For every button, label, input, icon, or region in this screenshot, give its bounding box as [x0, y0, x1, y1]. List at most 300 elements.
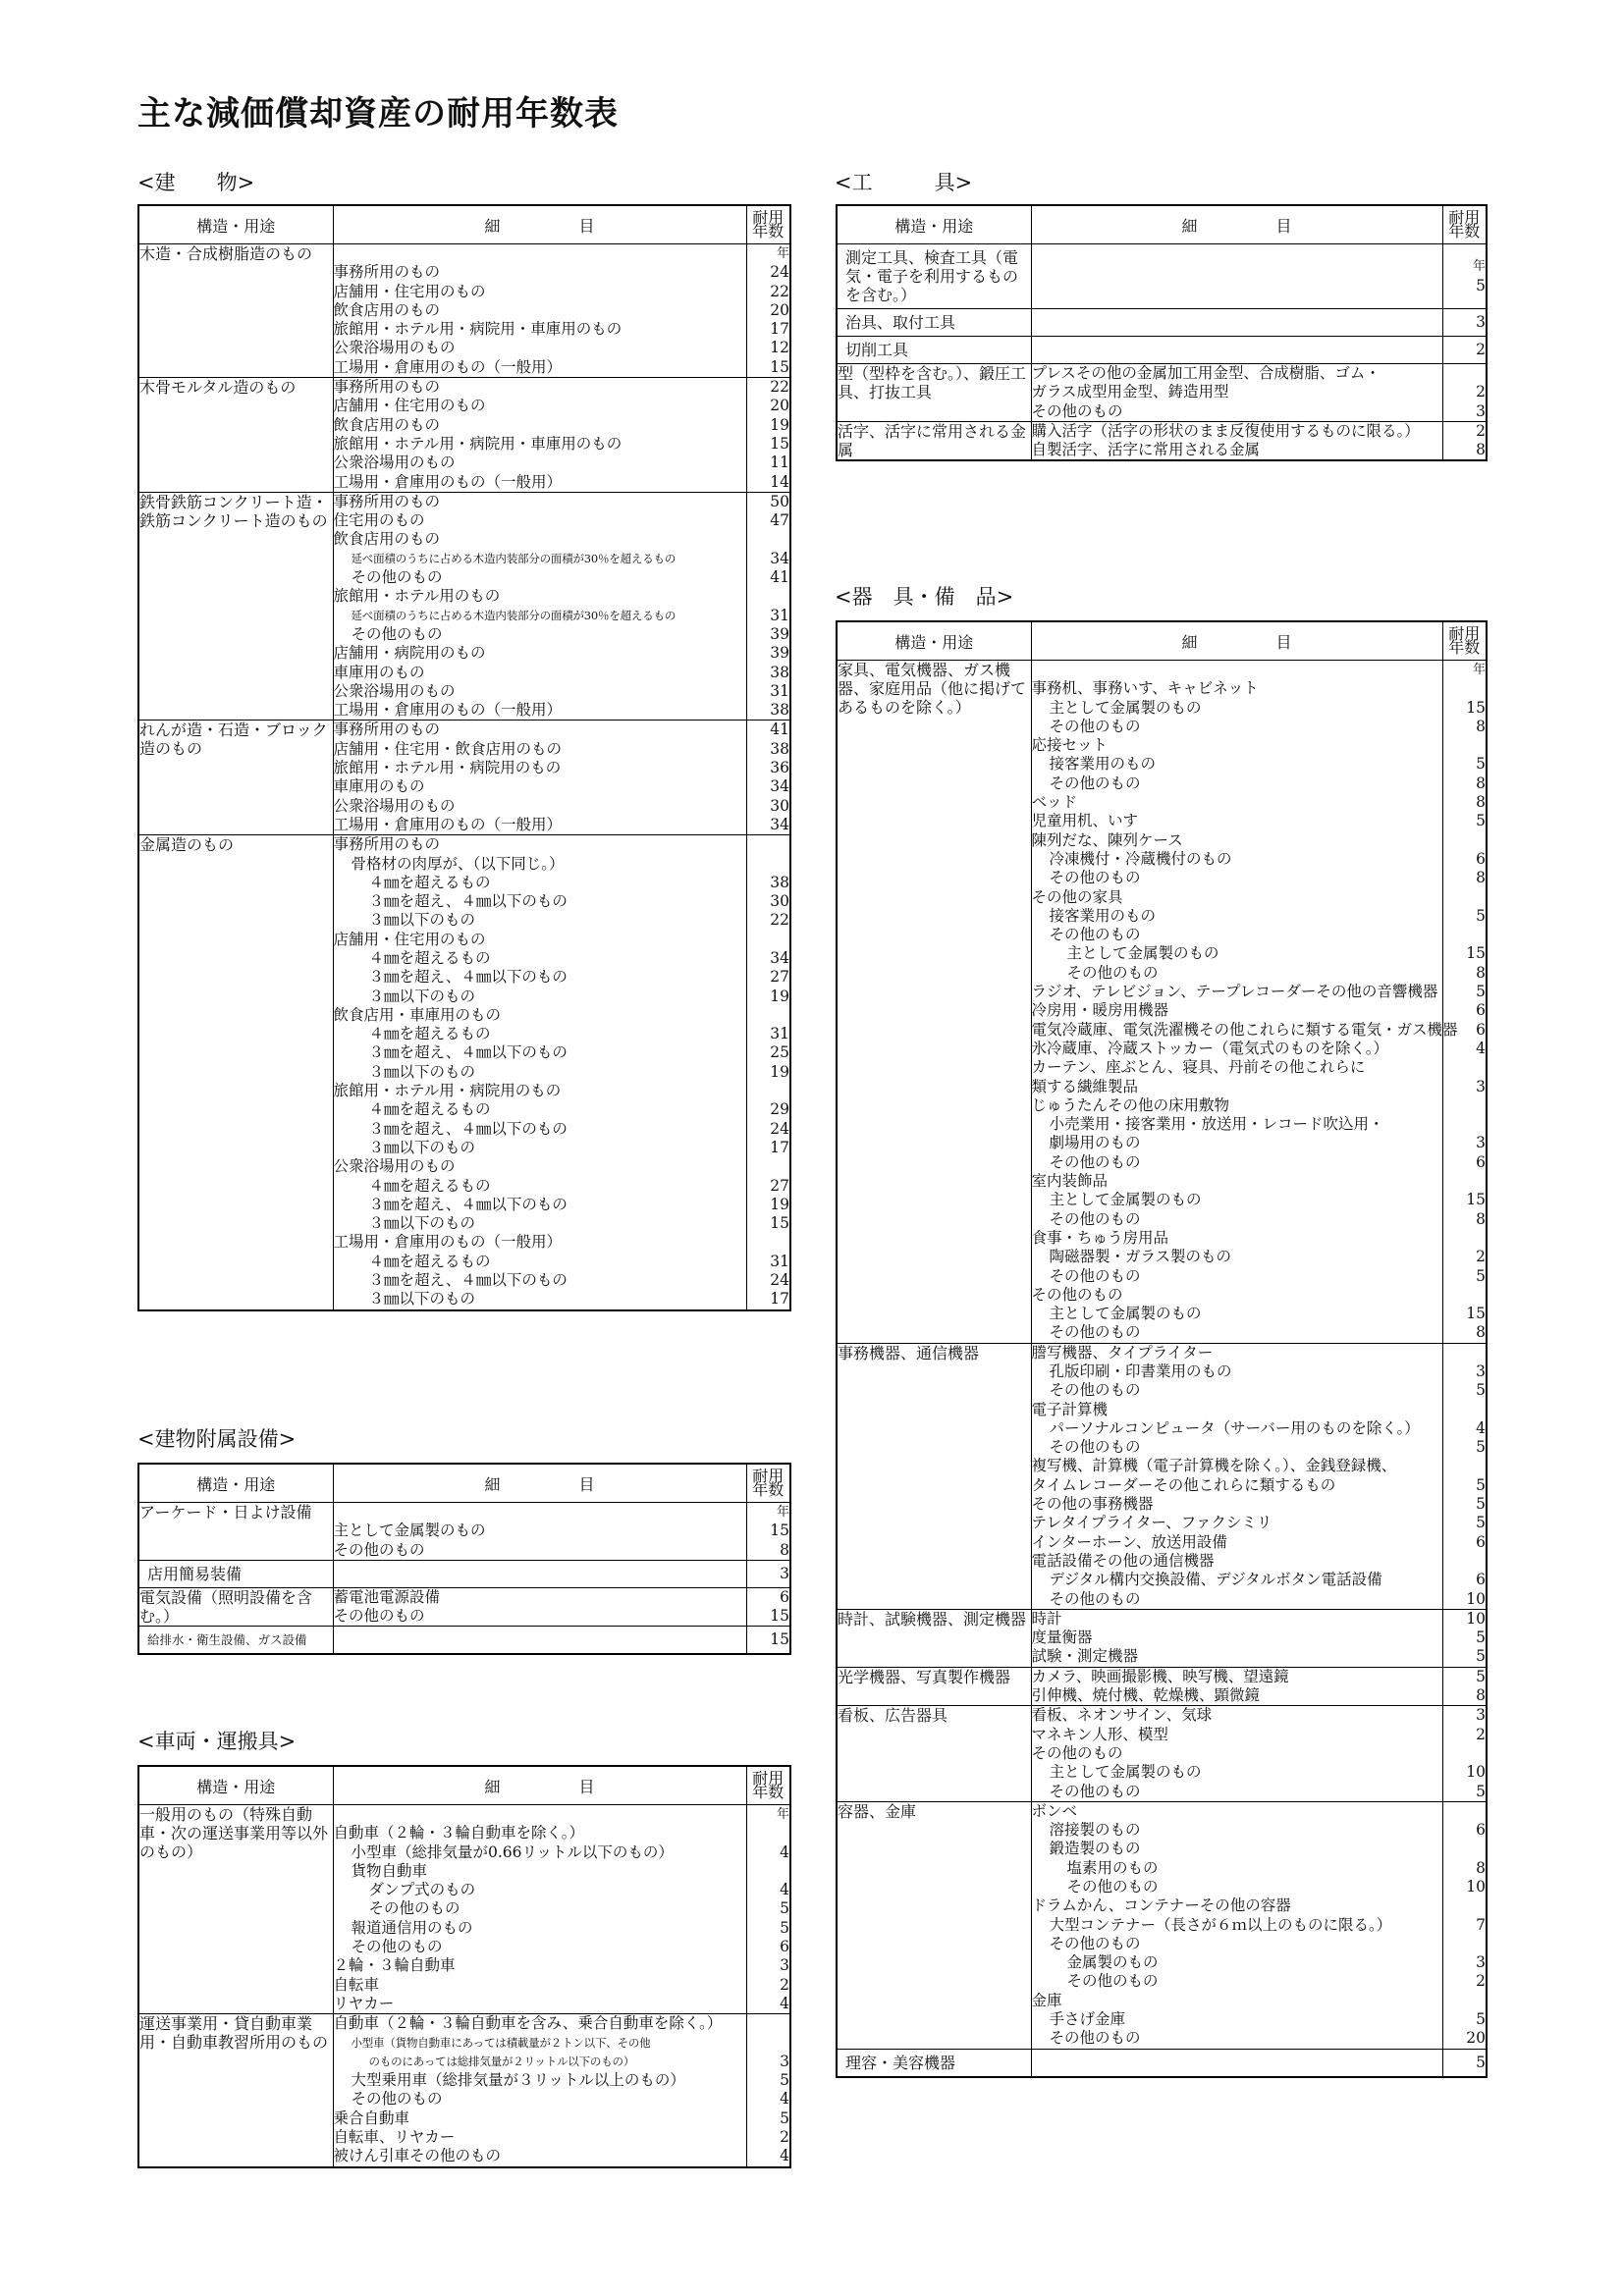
years-value: 2: [780, 1975, 789, 1994]
detail-line: 陳列だな、陳列ケース: [1031, 830, 1183, 849]
detail-line: 冷凍機付・冷蔵機付のもの: [1049, 849, 1232, 868]
detail-line: ３㎜以下のもの: [368, 1062, 476, 1081]
detail-line: 小売業用・接客業用・放送用・レコード吹込用・: [1049, 1115, 1384, 1134]
years-value: 41: [770, 721, 789, 739]
detail-line: その他のもの: [1049, 717, 1141, 735]
detail-line: その他のもの: [1066, 1972, 1159, 1991]
years-value: [1443, 888, 1487, 907]
detail-line: 事務机、事務いす、キャビネット: [1031, 679, 1259, 698]
detail-line: 工場用・倉庫用のもの（一般用）: [333, 472, 563, 491]
detail-line: デジタル構内交換設備、デジタルボタン電話設備: [1049, 1571, 1382, 1589]
detail-cell: [1031, 1609, 1442, 1667]
detail-line: 事務所用のもの: [333, 492, 441, 510]
detail-line: カメラ、映画撮影機、映写機、望遠鏡: [1031, 1667, 1289, 1685]
years-value: 27: [770, 968, 789, 987]
detail-line: 旅館用・ホテル用・病院用のもの: [333, 759, 562, 777]
years-value: 10: [1466, 1609, 1486, 1628]
years-value: 3: [1476, 1077, 1486, 1095]
table-row: [837, 244, 1487, 309]
table-row: [837, 337, 1487, 364]
detail-line: 自製活字、活字に常用される金属: [1031, 441, 1261, 459]
years-cell: [746, 244, 790, 378]
detail-line: ３㎜を超え、４㎜以下のもの: [368, 892, 568, 911]
equipment-table: [836, 620, 1488, 2078]
detail-cell: [1031, 661, 1458, 1344]
detail-line: 室内装飾品: [1031, 1172, 1109, 1191]
detail-line: 自転車: [333, 1975, 380, 1994]
detail-line: ３㎜以下のもの: [368, 1290, 476, 1308]
years-value: 5: [780, 1899, 789, 1918]
detail-line: 時計: [1031, 1609, 1062, 1628]
years-value: 5: [1476, 1495, 1486, 1514]
years-cell: [746, 378, 790, 493]
detail-line: 店舗用・住宅用のもの: [333, 930, 486, 948]
detail-line: その他のもの: [1049, 1209, 1141, 1228]
detail-line: 応接セット: [1031, 736, 1109, 755]
table-row: [138, 1503, 790, 1561]
years-cell: [1442, 337, 1487, 364]
detail-cell: [1031, 364, 1442, 422]
years-value: 22: [770, 378, 789, 397]
years-cell: [1442, 1609, 1487, 1667]
years-value: 31: [770, 606, 789, 624]
years-value: 7: [1476, 1915, 1486, 1934]
detail-line: 電気冷蔵庫、電気洗濯機その他これらに類する電気・ガス機器: [1031, 1020, 1458, 1039]
detail-line: 電子計算機: [1031, 1400, 1109, 1418]
structure-cell: 看板、広告器具: [837, 1706, 1031, 1801]
detail-line: 事務所用のもの: [333, 263, 441, 282]
detail-line: その他のもの: [351, 1938, 443, 1956]
detail-line: その他のもの: [333, 1607, 425, 1626]
years-value: [1443, 736, 1487, 755]
detail-cell: [333, 1503, 746, 1561]
years-value: 20: [770, 300, 789, 319]
years-value: 17: [770, 1290, 789, 1308]
detail-line: 金属製のもの: [1066, 1953, 1159, 1972]
detail-line: [334, 1565, 746, 1583]
years-value: 31: [770, 1252, 789, 1270]
detail-line: 事務所用のもの: [333, 835, 441, 854]
detail-line: 謄写機器、タイプライター: [1031, 1343, 1214, 1362]
years-value: [1443, 1802, 1487, 1821]
detail-line: 塩素用のもの: [1066, 1858, 1159, 1877]
section-title-vehicles: <車両・運搬具>: [137, 1730, 297, 1753]
years-value: 22: [770, 282, 789, 300]
page-title: 主な減価償却資産の耐用年数表: [137, 94, 619, 133]
years-value: 5: [1476, 1438, 1486, 1457]
years-value: 5: [780, 2071, 789, 2090]
structure-cell: 切削工具: [837, 337, 1031, 364]
table-row: [138, 1627, 790, 1655]
years-value: [1443, 1992, 1487, 2010]
detail-line: ３㎜以下のもの: [368, 1214, 476, 1233]
detail-cell: [1031, 1667, 1442, 1706]
detail-line: 小型車（貨物自動車にあっては積載量が２トン以下、その他: [351, 2035, 651, 2050]
years-value: 2: [1476, 1725, 1486, 1743]
detail-line: その他のもの: [1031, 1743, 1123, 1762]
detail-line: 飲食店用のもの: [333, 300, 441, 319]
years-value: 19: [770, 987, 789, 1005]
years-value: 15: [770, 1214, 789, 1233]
detail-line: 公衆浴場用のもの: [333, 1157, 456, 1176]
years-value: [1443, 831, 1487, 850]
years-value: [1443, 1115, 1487, 1134]
years-value: 5: [1476, 1266, 1486, 1285]
section-title-buildings: <建 物>: [137, 171, 255, 194]
detail-line: 公衆浴場用のもの: [333, 339, 456, 357]
table-row: [138, 378, 790, 493]
years-value: 8: [1476, 774, 1486, 792]
detail-cell: [1031, 1801, 1442, 2049]
detail-line: 試験・測定機器: [1031, 1647, 1139, 1666]
structure-cell: 家具、電気機器、ガス機器、家庭用品（他に掲げてあるものを除く。）: [837, 661, 1031, 1344]
detail-line: 主として金属製のもの: [333, 1522, 486, 1540]
table-row: [837, 309, 1487, 337]
years-value: [1443, 926, 1487, 944]
years-value: 50: [770, 492, 789, 510]
detail-line: 工場用・倉庫用のもの（一般用）: [333, 357, 563, 376]
detail-line: 食事・ちゅう房用品: [1031, 1228, 1169, 1247]
years-value: 3: [1476, 401, 1486, 420]
detail-line: インターホーン、放送用設備: [1031, 1532, 1227, 1551]
years-value: 6: [1476, 1532, 1486, 1551]
years-cell: [746, 835, 790, 1310]
years-value: 15: [1466, 1191, 1486, 1209]
years-value: 5: [1476, 1782, 1486, 1800]
detail-line: その他のもの: [351, 2090, 443, 2109]
detail-line: 劇場用のもの: [1049, 1134, 1141, 1152]
detail-line: プレスその他の金属加工用金型、合成樹脂、ゴム・: [1031, 364, 1380, 382]
structure-cell: れんが造・石造・ブロック造のもの: [138, 721, 333, 835]
detail-line: [1032, 313, 1442, 332]
years-value: 2: [1476, 383, 1486, 401]
years-cell: [746, 1587, 790, 1627]
years-value: [747, 530, 790, 549]
detail-line: 児童用机、いす: [1031, 812, 1139, 830]
years-value: 3: [1476, 1362, 1486, 1380]
column-header-structure: 構造・用途: [837, 205, 1031, 244]
table-row: [138, 835, 790, 1310]
year-unit-label: 年: [776, 246, 789, 261]
column-header-structure: 構造・用途: [138, 205, 333, 244]
years-value: 34: [770, 549, 789, 567]
years-value: 5: [1476, 1381, 1486, 1400]
years-value: 6: [1476, 849, 1486, 868]
years-value: 5: [1476, 755, 1486, 774]
structure-cell: 金属造のもの: [138, 835, 333, 1310]
detail-line: ドラムかん、コンテナーその他の容器: [1031, 1896, 1291, 1915]
structure-cell: 運送事業用・貸自動車業用・自動車教習所用のもの: [138, 2014, 333, 2167]
detail-line: 電話設備その他の通信機器: [1031, 1551, 1215, 1570]
years-value: 5: [1476, 2010, 1486, 2029]
detail-cell: [1031, 1343, 1442, 1609]
detail-cell: [333, 1627, 746, 1655]
structure-cell: 容器、金庫: [837, 1801, 1031, 2049]
structure-cell: 事務機器、通信機器: [837, 1343, 1031, 1609]
years-value: 10: [1466, 1589, 1486, 1608]
detail-line: [1032, 341, 1442, 359]
years-value: [747, 835, 790, 854]
years-value: 39: [770, 644, 789, 663]
years-cell: [1442, 309, 1487, 337]
spacer-line: [334, 1805, 746, 1824]
years-value: 15: [770, 1630, 789, 1649]
years-cell: [746, 1805, 790, 2014]
detail-line: ３㎜を超え、４㎜以下のもの: [368, 1119, 568, 1138]
column-header-detail: 細 目: [333, 1766, 746, 1805]
years-value: 5: [1476, 1647, 1486, 1666]
detail-line: ３㎜を超え、４㎜以下のもの: [368, 1271, 568, 1290]
years-value: 30: [770, 796, 789, 815]
detail-line: 旅館用・ホテル用・病院用・車庫用のもの: [333, 320, 623, 339]
detail-line: 延べ面積のうちに占める木造内装部分の面積が30％を超えるもの: [351, 608, 677, 622]
column-header-detail: 細 目: [333, 205, 746, 244]
table-row: [837, 2049, 1487, 2077]
detail-line: 飲食店用・車庫用のもの: [333, 1005, 502, 1024]
detail-cell: [1031, 1706, 1442, 1801]
detail-line: 孔版印刷・印書業用のもの: [1049, 1362, 1232, 1380]
detail-line: その他のもの: [1049, 1782, 1141, 1800]
years-value: 5: [1476, 1475, 1486, 1494]
detail-line: 小型車（総排気量が0.66リットル以下のもの）: [351, 1842, 674, 1861]
detail-cell: [333, 1587, 746, 1627]
table-row: [837, 1343, 1487, 1609]
years-value: 4: [1476, 1418, 1486, 1437]
detail-line: ３㎜を超え、４㎜以下のもの: [368, 968, 568, 987]
years-value: 8: [1476, 1323, 1486, 1342]
detail-line: ３㎜を超え、４㎜以下のもの: [368, 1195, 568, 1213]
detail-line: [334, 1630, 746, 1649]
detail-line: 旅館用・ホテル用のもの: [333, 587, 501, 606]
years-value: 31: [770, 681, 789, 700]
detail-line: 主として金属製のもの: [1049, 698, 1202, 717]
detail-line: じゅうたんその他の床用敷物: [1031, 1095, 1230, 1114]
years-value: 8: [1476, 1209, 1486, 1228]
tools-table: [836, 204, 1488, 461]
years-value: 2: [1476, 340, 1486, 358]
detail-line: [1032, 2054, 1442, 2072]
column-header-detail: 細 目: [1031, 621, 1442, 661]
years-value: 4: [780, 2090, 789, 2109]
detail-line: ３㎜を超え、４㎜以下のもの: [368, 1043, 568, 1062]
years-value: 3: [1476, 312, 1486, 331]
years-value: 19: [770, 1062, 789, 1081]
years-value: 38: [770, 873, 789, 891]
section-title-equipment: <器 具・備 品>: [835, 585, 1014, 609]
column-header-detail: 細 目: [1031, 205, 1442, 244]
structure-cell: 一般用のもの（特殊自動車・次の運送事業用等以外のもの）: [138, 1805, 333, 2014]
years-value: 27: [770, 1176, 789, 1195]
year-unit-label: 年: [776, 1505, 789, 1520]
detail-line: テレタイプライター、ファクシミリ: [1031, 1514, 1272, 1532]
years-value: 15: [1466, 944, 1486, 963]
detail-line: ４㎜を超えるもの: [368, 873, 491, 891]
detail-line: その他のもの: [1049, 926, 1141, 944]
years-cell: [1442, 1667, 1487, 1706]
years-value: 15: [770, 1522, 789, 1540]
years-value: 6: [1476, 1821, 1486, 1840]
years-value: 5: [1476, 276, 1486, 294]
years-value: 8: [1476, 441, 1486, 459]
detail-line: 車庫用のもの: [333, 663, 425, 681]
detail-line: 氷冷蔵庫、冷蔵ストッカー（電気式のものを除く。）: [1031, 1039, 1388, 1057]
table-row: [837, 1801, 1487, 2049]
detail-line: その他のもの: [351, 568, 443, 587]
years-value: 6: [780, 1587, 789, 1606]
detail-line: 飲食店用のもの: [333, 530, 441, 549]
detail-line: 延べ面積のうちに占める木造内装部分の面積が30％を超えるもの: [351, 551, 677, 565]
years-value: 39: [770, 624, 789, 643]
year-unit-label: 年: [1472, 259, 1486, 275]
detail-line: その他の事務機器: [1031, 1495, 1154, 1514]
detail-line: 金庫: [1031, 1991, 1062, 2009]
years-value: 3: [1476, 1706, 1486, 1725]
years-value: 36: [770, 759, 789, 777]
years-value: [747, 1082, 790, 1100]
detail-line: 旅館用・ホテル用・病院用のもの: [333, 1082, 562, 1100]
years-value: 3: [780, 2052, 789, 2070]
years-value: 24: [770, 263, 789, 282]
header-row: [837, 621, 1487, 661]
years-cell: [1442, 421, 1487, 460]
detail-line: ダンプ式のもの: [368, 1881, 476, 1899]
detail-line: ３㎜以下のもの: [368, 987, 476, 1005]
detail-line: その他のもの: [1049, 1381, 1141, 1400]
structure-cell: 木骨モルタル造のもの: [138, 378, 333, 493]
attached-facilities-table: [137, 1463, 791, 1655]
detail-line: タイムレコーダーその他これらに類するもの: [1031, 1475, 1336, 1494]
detail-line: 工場用・倉庫用のもの（一般用）: [333, 815, 563, 833]
detail-line: 複写機、計算機（電子計算機を除く。）、金銭登録機、: [1031, 1457, 1397, 1475]
years-value: 5: [1476, 1667, 1486, 1685]
years-cell: [1442, 1706, 1487, 1801]
detail-line: その他のもの: [1049, 1438, 1141, 1457]
detail-line: その他のもの: [1049, 1934, 1141, 1952]
years-value: 19: [770, 1195, 789, 1213]
detail-cell: [1031, 2049, 1442, 2077]
years-value: 10: [1466, 1878, 1486, 1896]
years-value: 25: [770, 1043, 789, 1062]
years-value: 6: [1476, 1001, 1486, 1020]
years-value: 30: [770, 892, 789, 911]
years-value: [1443, 364, 1487, 383]
years-value: [747, 931, 790, 949]
years-cell: [1442, 661, 1487, 1344]
table-row: [138, 2014, 790, 2167]
years-value: 41: [770, 568, 789, 587]
years-cell: [746, 1627, 790, 1655]
years-value: 38: [770, 701, 789, 720]
detail-line: ３㎜以下のもの: [368, 1138, 476, 1156]
years-value: 5: [1476, 812, 1486, 830]
detail-line: 購入活字（活字の形状のまま反復使用するものに限る。）: [1031, 421, 1420, 440]
years-value: [747, 1824, 790, 1842]
years-value: [1443, 1935, 1487, 1953]
detail-line: その他のもの: [351, 624, 443, 643]
detail-line: その他のもの: [1049, 2029, 1141, 2048]
detail-line: 被けん引車その他のもの: [333, 2147, 502, 2165]
structure-cell: 給排水・衛生設備、ガス設備: [138, 1627, 333, 1655]
detail-line: ベッド: [1031, 793, 1078, 812]
years-value: 15: [770, 1607, 789, 1626]
years-value: 15: [770, 357, 789, 376]
years-value: 34: [770, 948, 789, 967]
detail-cell: [1031, 337, 1442, 364]
spacer-line: [334, 244, 746, 263]
years-value: [1443, 1229, 1487, 1248]
detail-cell: [333, 378, 746, 493]
detail-line: ガラス成型用金型、鋳造用型: [1031, 383, 1229, 401]
years-value: 4: [780, 1994, 789, 2012]
detail-cell: [333, 492, 746, 721]
spacer-line: [334, 1503, 746, 1522]
years-value: 8: [1476, 1858, 1486, 1877]
years-value: 15: [1466, 698, 1486, 717]
detail-line: 乗合自動車: [333, 2109, 410, 2127]
detail-line: 店舗用・住宅用のもの: [333, 282, 486, 300]
years-value: [747, 587, 790, 606]
years-cell: [746, 1560, 790, 1587]
years-value: 2: [1476, 1972, 1486, 1991]
years-value: 2: [1476, 421, 1486, 440]
detail-cell: [333, 244, 746, 378]
years-value: 24: [770, 1119, 789, 1138]
column-header-years: 耐用年数: [746, 205, 790, 244]
detail-line: マネキン人形、模型: [1031, 1725, 1168, 1743]
years-value: 34: [770, 815, 789, 833]
years-value: [747, 855, 790, 874]
detail-line: 度量衡器: [1031, 1629, 1093, 1647]
years-value: [747, 1157, 790, 1176]
detail-line: 骨格材の肉厚が、（以下同じ。）: [351, 854, 565, 873]
structure-cell: 木造・合成樹脂造のもの: [138, 244, 333, 378]
column-header-years: 耐用年数: [746, 1766, 790, 1805]
years-value: [747, 1233, 790, 1252]
detail-line: 大型乗用車（総排気量が３リットル以上のもの）: [351, 2071, 685, 2090]
detail-line: 接客業用のもの: [1049, 906, 1157, 925]
detail-line: 工場用・倉庫用のもの（一般用）: [333, 701, 563, 720]
years-value: [1443, 1058, 1487, 1077]
table-row: [138, 492, 790, 721]
years-value: 34: [770, 777, 789, 796]
column-header-years: 耐用年数: [1442, 621, 1487, 661]
table-row: [138, 1560, 790, 1587]
years-value: 4: [1476, 1039, 1486, 1057]
structure-cell: 店用簡易装備: [138, 1560, 333, 1587]
detail-line: ラジオ、テレビジョン、テープレコーダーその他の音響機器: [1031, 983, 1438, 1001]
detail-line: その他のもの: [333, 1540, 425, 1559]
year-unit-label: 年: [1472, 663, 1486, 677]
table-row: [837, 1706, 1487, 1801]
years-value: 20: [1466, 2029, 1486, 2048]
detail-line: ボンベ: [1031, 1801, 1078, 1820]
section-title-attached: <建物附属設備>: [137, 1427, 297, 1451]
years-value: 17: [770, 320, 789, 339]
detail-line: 看板、ネオンサイン、気球: [1031, 1706, 1213, 1725]
years-value: 38: [770, 739, 789, 758]
years-value: 17: [770, 1138, 789, 1156]
column-header-years: 耐用年数: [746, 1464, 790, 1503]
years-value: [1443, 1401, 1487, 1419]
years-value: [1443, 1552, 1487, 1571]
years-value: 6: [1476, 1571, 1486, 1589]
column-header-structure: 構造・用途: [138, 1464, 333, 1503]
table-row: [837, 1667, 1487, 1706]
years-value: 24: [770, 1271, 789, 1290]
years-value: 6: [1476, 1152, 1486, 1171]
detail-line: 店舗用・住宅用のもの: [333, 397, 486, 415]
detail-line: 蓄電池電源設備: [333, 1587, 441, 1606]
